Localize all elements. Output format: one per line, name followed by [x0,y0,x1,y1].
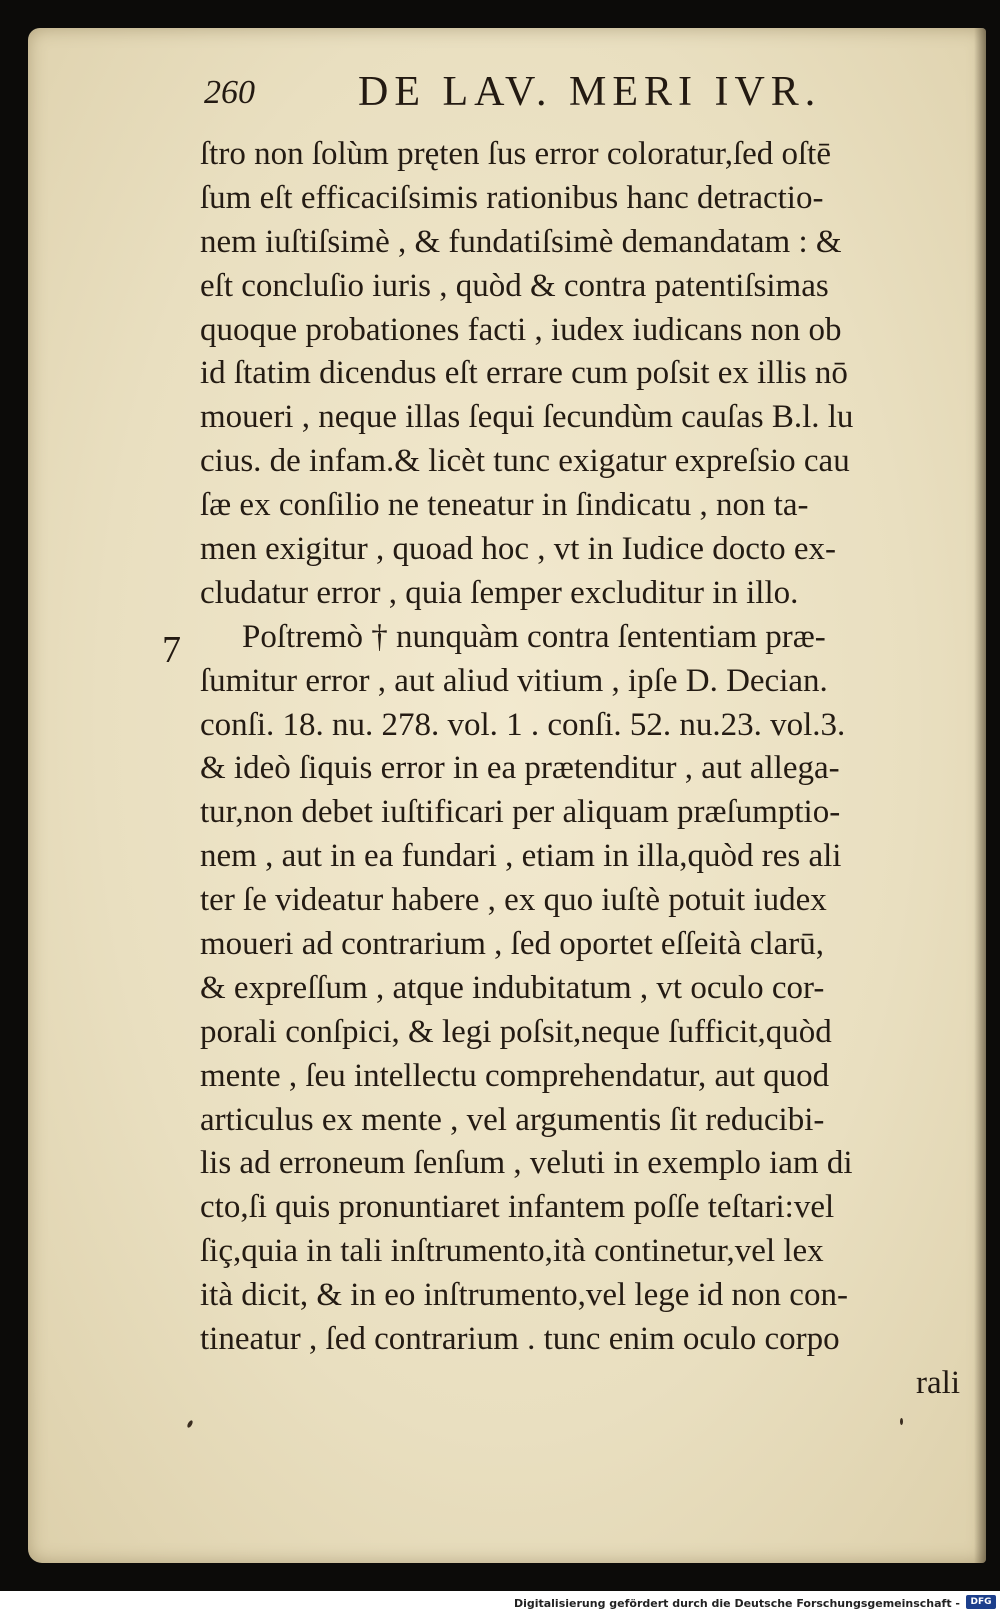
text-line: quoque probationes facti , iudex iudicans non ob [200,311,842,348]
ink-speck [900,1418,903,1425]
page-edge-shadow [974,28,986,1563]
text-line: porali conſpici, & legi poſsit,neque ſufficit,quòd [200,1013,832,1050]
text-line: articulus ex mente , vel argumentis ſit reducibi- [200,1101,825,1138]
text-line: Poſtremò † nunquàm contra ſententiam præ- [242,618,826,655]
text-line: ter ſe videatur habere , ex quo iuſtè potuit iudex [200,882,827,919]
text-line: cto,ſi quis pronuntiaret infantem poſſe teſtari:vel [200,1189,835,1226]
text-line: mente , ſeu intellectu comprehendatur, aut quod [200,1057,830,1094]
text-line: ſum eſt efficaciſsimis rationibus hanc detractio- [200,179,824,216]
text-line: ità dicit, & in eo inſtrumento,vel lege id non con- [200,1277,848,1314]
body-text [200,133,960,1406]
text-line: & expreſſum , atque indubitatum , vt oculo cor- [200,969,825,1006]
ink-speck [186,1420,193,1429]
book-page [28,28,986,1563]
text-line: lis ad erroneum ſenſum , veluti in exemplo iam di [200,1145,853,1182]
text-line: ſæ ex conſilio ne teneatur in ſindicatu , non ta- [200,487,809,524]
text-line: tineatur , ſed contrarium . tunc enim oculo corpo [200,1321,840,1358]
text-line: men exigitur , quoad hoc , vt in Iudice docto ex- [200,531,836,568]
text-line: tur,non debet iuſtificari per aliquam præſumptio- [200,794,841,831]
text-line: & ideò ſiquis error in ea prætenditur , aut allega- [200,750,840,787]
dfg-logo: DFG [966,1595,996,1609]
footer-credit: Digitalisierung gefördert durch die Deutsche Forschungsgemeinschaft - [513,1597,960,1610]
text-line: cius. de infam.& licèt tunc exigatur expreſsio cau [200,443,850,480]
text-line: ſumitur error , aut aliud vitium , ipſe D. Decian. [200,662,828,699]
text-line: rali [916,1364,960,1401]
text-line: moueri ad contrarium , ſed oportet eſſeità clarū, [200,926,825,963]
running-head: DE LAV. MERI IVR. [358,69,822,115]
page-header [28,64,986,124]
text-line: nem iuſtiſsimè , & fundatiſsimè demandatam : & [200,223,842,260]
text-line: conſi. 18. nu. 278. vol. 1 . conſi. 52. nu.23. vol.3. [200,706,846,743]
text-line: ſtro non ſolùm pręten ſus error coloratur,ſed oſtē [200,136,831,172]
marginal-number: 7 [162,629,181,671]
text-line: id ſtatim dicendus eſt errare cum poſsit ex illis nō [200,355,848,392]
page-number: 260 [204,74,255,111]
text-line: cludatur error , quia ſemper excluditur in illo. [200,574,799,611]
text-line: eſt concluſio iuris , quòd & contra patentiſsimas [200,267,829,304]
text-line: ſiç,quia in tali inſtrumento,ità continetur,vel lex [200,1233,824,1270]
footer-bar [0,1591,1000,1613]
text-line: nem , aut in ea fundari , etiam in illa,quòd res ali [200,838,842,875]
text-line: moueri , neque illas ſequi ſecundùm cauſas B.l. lu [200,399,854,436]
